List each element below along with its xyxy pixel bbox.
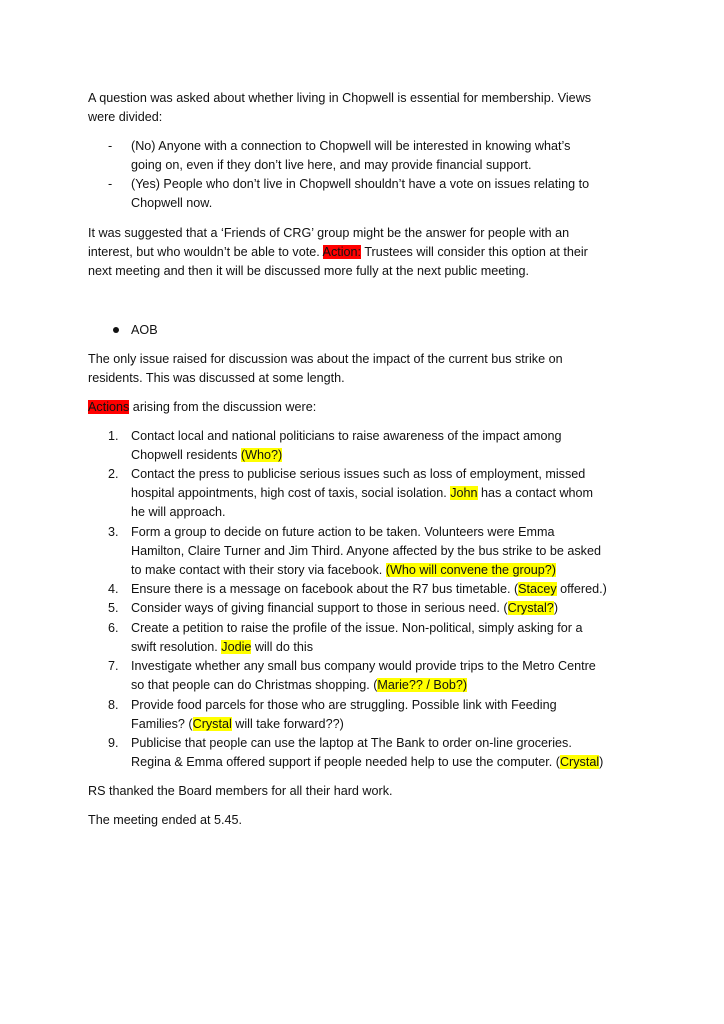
list-number: 8. <box>108 698 119 712</box>
action-1-line-2: Chopwell residents (Who?) <box>131 448 283 462</box>
action-4-line-1: Ensure there is a message on facebook about the R7 bus timetable. (Stacey offered.) <box>131 582 607 596</box>
intro-line-2: were divided: <box>88 110 163 124</box>
view-yes-line-1: (Yes) People who don’t live in Chopwell shouldn’t have a vote on issues relating to <box>131 177 590 191</box>
friends-line-2: interest, but who wouldn’t be able to vote. Action: Trustees will consider this option at their <box>88 245 588 259</box>
issue-line-2: residents. This was discussed at some length. <box>88 371 345 385</box>
owner-highlight: Crystal <box>192 717 232 731</box>
action-2-line-2: hospital appointments, high cost of taxis, social isolation. John has a contact whom <box>131 486 594 500</box>
meeting-ended-line: The meeting ended at 5.45. <box>88 813 243 827</box>
action-7-line-2: so that people can do Christmas shopping. (Marie?? / Bob?) <box>131 678 468 692</box>
actions-highlight: Actions <box>88 400 130 414</box>
thanks-line: RS thanked the Board members for all their hard work. <box>88 784 393 798</box>
owner-highlight: Jodie <box>221 640 252 654</box>
list-number: 4. <box>108 582 119 596</box>
dash-marker: - <box>108 177 113 191</box>
view-no-line-1: (No) Anyone with a connection to Chopwell will be interested in knowing what’s <box>131 139 571 153</box>
owner-highlight: Crystal <box>559 755 600 769</box>
friends-line-3: next meeting and then it will be discussed more fully at the next public meeting. <box>88 264 530 278</box>
owner-highlight: John <box>450 486 478 500</box>
bullet-dot <box>113 327 119 333</box>
action-3-line-1: Form a group to decide on future action to be taken. Volunteers were Emma <box>131 525 555 539</box>
owner-highlight: (Who?) <box>240 448 283 462</box>
list-number: 7. <box>108 659 119 673</box>
list-number: 2. <box>108 467 119 481</box>
action-6-line-2: swift resolution. Jodie will do this <box>131 640 313 654</box>
action-5-line-1: Consider ways of giving financial support to those in serious need. (Crystal?) <box>131 601 559 615</box>
actions-intro: Actions arising from the discussion were: <box>88 400 317 414</box>
list-number: 9. <box>108 736 119 750</box>
view-no-line-2: going on, even if they don’t live here, and may provide financial support. <box>131 158 532 172</box>
list-number: 1. <box>108 429 119 443</box>
owner-highlight: (Who will convene the group?) <box>385 563 556 577</box>
friends-line-1: It was suggested that a ‘Friends of CRG’ group might be the answer for people with an <box>88 226 570 240</box>
owner-highlight: Stacey <box>518 582 557 596</box>
dash-marker: - <box>108 139 113 153</box>
aob-heading: AOB <box>131 323 158 337</box>
action-7-line-1: Investigate whether any small bus company would provide trips to the Metro Centre <box>131 659 596 673</box>
owner-highlight: Crystal? <box>507 601 554 615</box>
action-9-line-1: Publicise that people can use the laptop at The Bank to order on-line groceries. <box>131 736 572 750</box>
action-8-line-2: Families? (Crystal will take forward??) <box>131 717 344 731</box>
owner-highlight: Marie?? / Bob?) <box>377 678 468 692</box>
view-yes-line-2: Chopwell now. <box>131 196 213 210</box>
list-number: 6. <box>108 621 119 635</box>
list-number: 3. <box>108 525 119 539</box>
action-1-line-1: Contact local and national politicians to raise awareness of the impact among <box>131 429 562 443</box>
action-2-line-1: Contact the press to publicise serious issues such as loss of employment, missed <box>131 467 586 481</box>
action-9-line-2: Regina & Emma offered support if people needed help to use the computer. (Crystal) <box>131 755 604 769</box>
action-highlight: Action: <box>322 245 362 259</box>
action-6-line-1: Create a petition to raise the profile of the issue. Non-political, simply asking for a <box>131 621 583 635</box>
list-number: 5. <box>108 601 119 615</box>
issue-line-1: The only issue raised for discussion was about the impact of the current bus strike on <box>88 352 563 366</box>
action-3-line-3: to make contact with their story via facebook. (Who will convene the group?) <box>131 563 556 577</box>
action-2-line-3: he will approach. <box>131 505 226 519</box>
action-3-line-2: Hamilton, Claire Turner and Jim Third. Anyone affected by the bus strike to be asked <box>131 544 601 558</box>
intro-line-1: A question was asked about whether living in Chopwell is essential for membership. Views <box>88 91 592 105</box>
action-8-line-1: Provide food parcels for those who are struggling. Possible link with Feeding <box>131 698 557 712</box>
